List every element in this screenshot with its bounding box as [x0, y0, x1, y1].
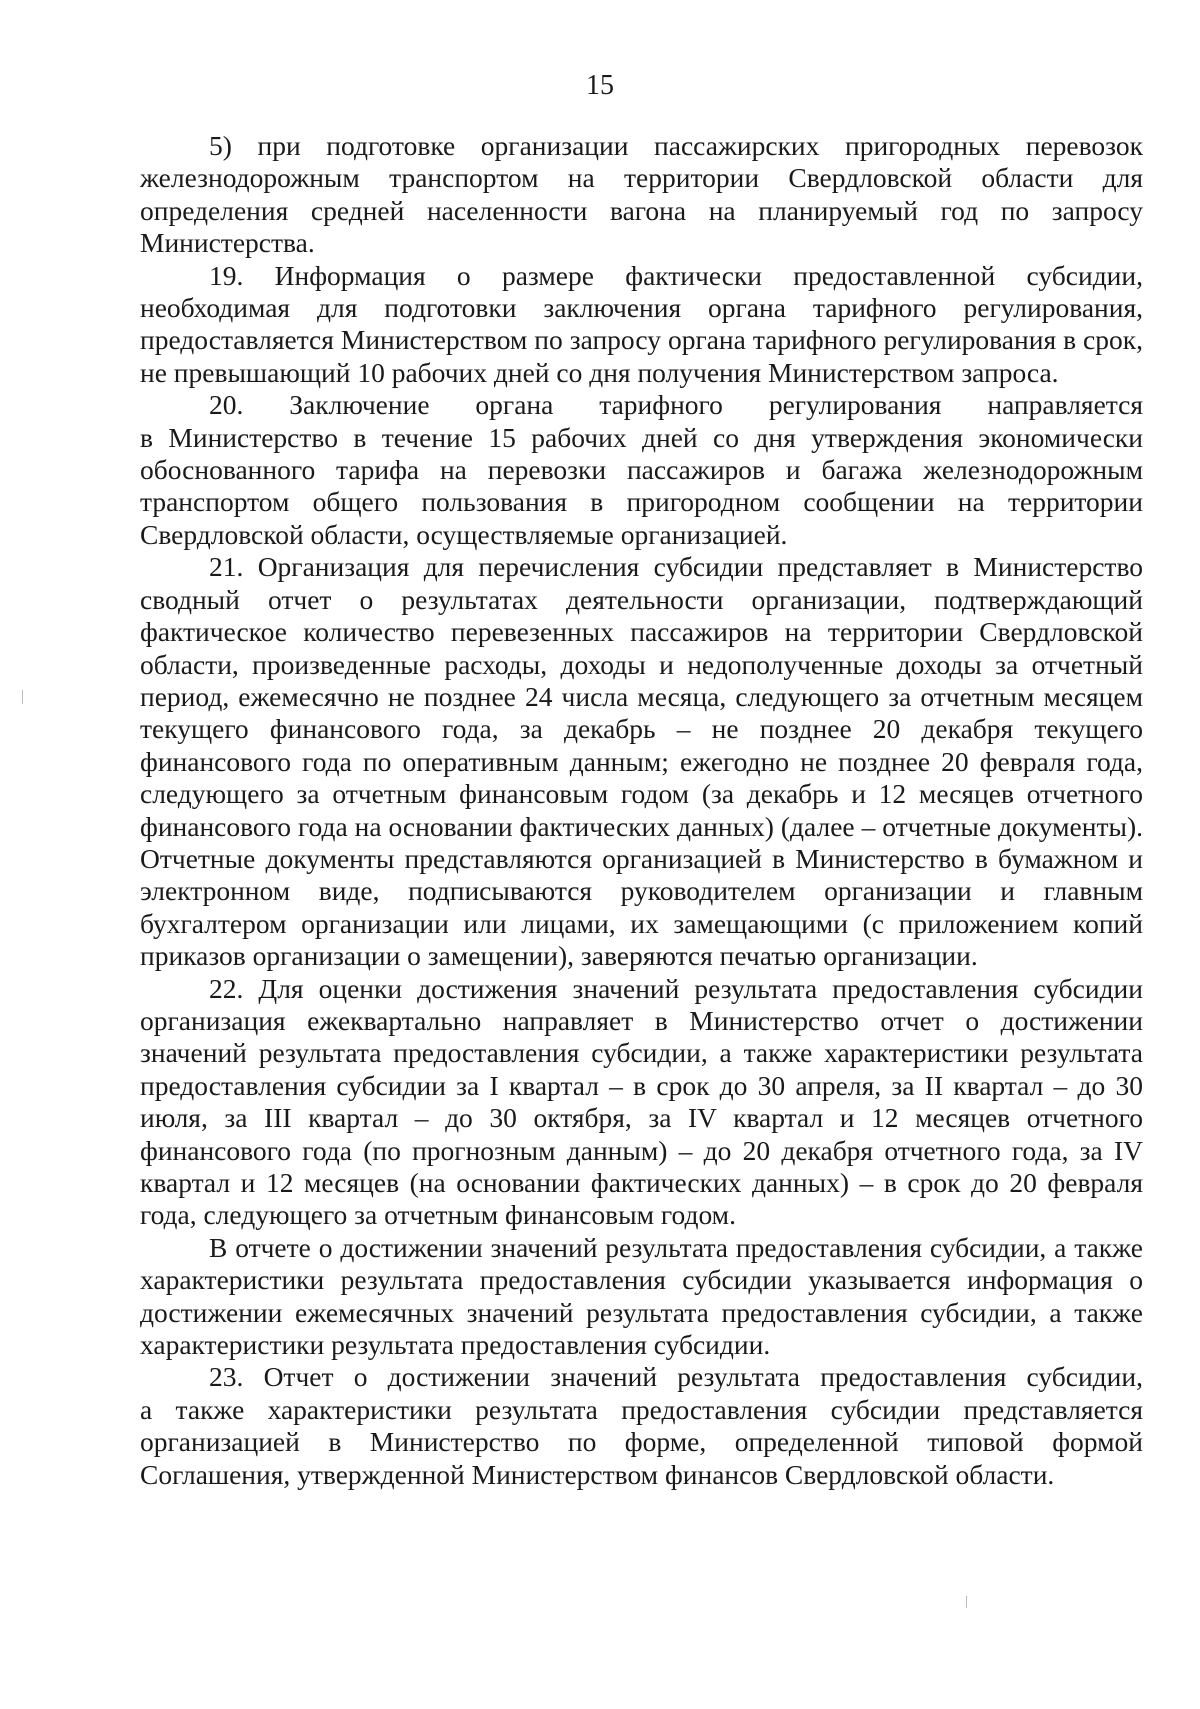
paragraph-item-5: 5) при подготовке организации пассажирских пригородных перевозок железнодорожным транспортом на территории Свердловской области для определения средней населенности вагона на планируемый год по запросу Министерства. — [140, 130, 1143, 259]
document-body — [140, 130, 1143, 1491]
paragraph-20: 20. Заключение органа тарифного регулирования направляется в Министерство в течение 15 рабочих дней со дня утверждения экономически обоснованного тарифа на перевозки пассажиров и багажа железнодорожным транспортом общего пользования в пригородном сообщении на территории Свердловской области, осуществляемые организацией. — [140, 389, 1143, 550]
scan-artifact-left-mark — [22, 690, 23, 704]
paragraph-19: 19. Информация о размере фактически предоставленной субсидии, необходимая для подготовки заключения органа тарифного регулирования, предоставляется Министерством по запросу органа тарифного регулирования в срок, не превышающий 10 рабочих дней со дня получения Министерством запроса. — [140, 259, 1143, 388]
scan-artifact-bottom-right-mark — [966, 1596, 967, 1608]
page-number: 15 — [586, 70, 614, 101]
paragraph-22: 22. Для оценки достижения значений результата предоставления субсидии организация ежеквартально направляет в Министерство отчет о достижении значений результата предоставления субсидии, а также характеристики результата предоставления субсидии за I квартал – в срок до 30 апреля, за II квартал – до 30 июля, за III квартал – до 30 октября, за IV квартал и 12 месяцев отчетного финансового года (по прогнозным данным) – до 20 декабря отчетного года, за IV квартал и 12 месяцев (на основании фактических данных) – в срок до 20 февраля года, следующего за отчетным финансовым годом. — [140, 972, 1143, 1231]
paragraph-22-report-note: В отчете о достижении значений результата предоставления субсидии, а также характеристики результата предоставления субсидии указывается информация о достижении ежемесячных значений результата предоставления субсидии, а также характеристики результата предоставления субсидии. — [140, 1231, 1143, 1361]
paragraph-21: 21. Организация для перечисления субсидии представляет в Министерство сводный отчет о результатах деятельности организации, подтверждающий фактическое количество перевезенных пассажиров на территории Свердловской области, произведенные расходы, доходы и недополученные доходы за отчетный период, ежемесячно не позднее 24 числа месяца, следующего за отчетным месяцем текущего финансового года, за декабрь – не позднее 20 декабря текущего финансового года по оперативным данным; ежегодно не позднее 20 февраля года, следующего за отчетным финансовым годом (за декабрь и 12 месяцев отчетного финансового года на основании фактических данных) (далее – отчетные документы). Отчетные документы представляются организацией в Министерство в бумажном и электронном виде, подписываются руководителем организации и главным бухгалтером организации или лицами, их замещающими (с приложением копий приказов организации о замещении), заверяются печатью организации. — [140, 551, 1143, 972]
paragraph-23: 23. Отчет о достижении значений результата предоставления субсидии, а также характеристики результата предоставления субсидии представляется организацией в Министерство по форме, определенной типовой формой Соглашения, утвержденной Министерством финансов Свердловской области. — [140, 1361, 1143, 1490]
